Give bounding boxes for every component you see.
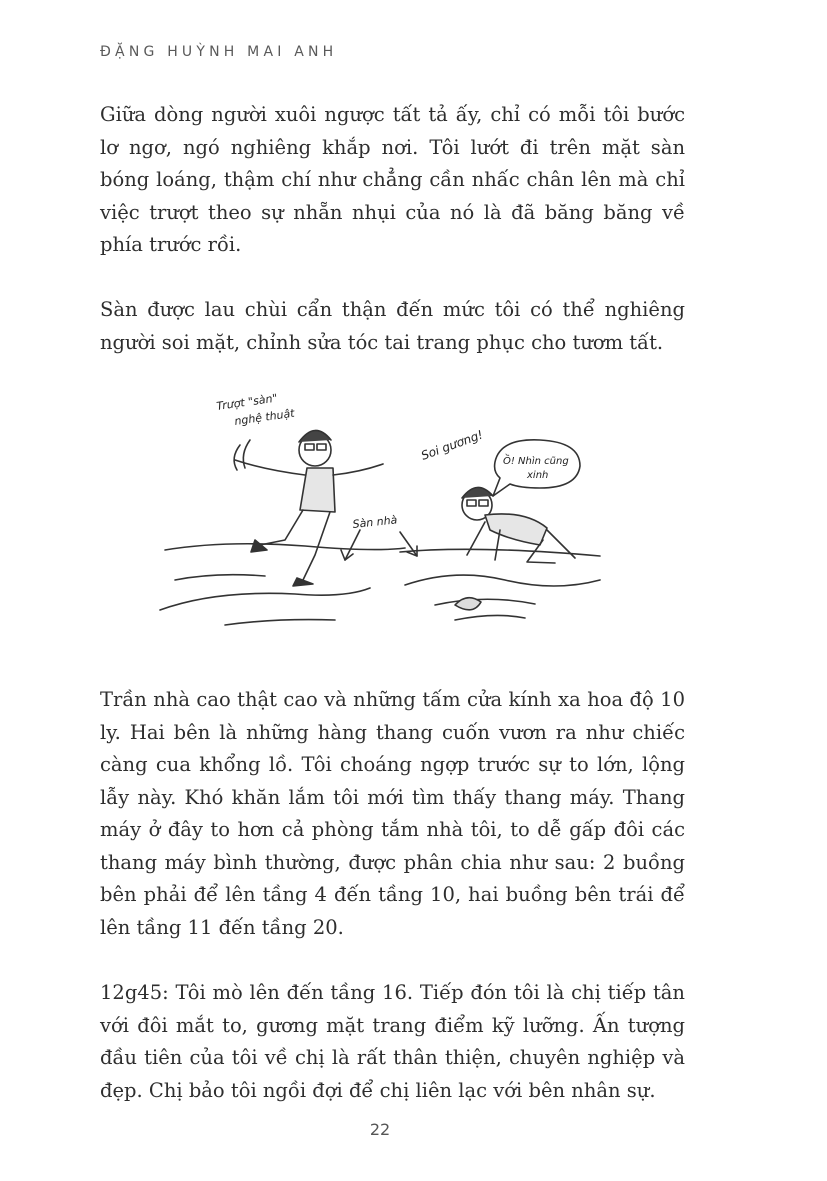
- floor-line-left: [165, 544, 405, 550]
- paragraph-3: Trần nhà cao thật cao và những tấm cửa kính xa hoa độ 10 ly. Hai bên là những hàng thang cuốn vươn ra như chiếc càng cua khổng lồ. Tôi choáng ngợp trước sự to lớn, lộng lẫy này. Khó khăn lắm tôi mới tìm thấy thang máy. Thang máy ở đây to hơn cả phòng tắm nhà tôi, to dễ gấp đôi các thang máy bình thường, được phân chia như sau: 2 buồng bên phải để lên tầng 4 đến tầng 10, hai buồng bên trái để lên tầng 11 đến tầng 20.: [100, 688, 685, 939]
- page-number: 22: [369, 1120, 391, 1139]
- paragraph-2: Sàn được lau chùi cẩn thận đến mức tôi có thể nghiêng người soi mặt, chỉnh sửa tóc tai trang phục cho tươm tất.: [100, 298, 685, 354]
- label-skate-1: Trượt "sàn": [215, 391, 279, 413]
- label-bubble-2: xinh: [527, 470, 549, 481]
- cartoon-illustration: [155, 380, 615, 650]
- skater-figure: [235, 430, 383, 586]
- running-head: ĐẶNG HUỲNH MAI ANH: [100, 44, 338, 60]
- kneeling-figure: [462, 487, 575, 563]
- paragraph-1: Giữa dòng người xuôi ngược tất tả ấy, chỉ có mỗi tôi bước lơ ngơ, ngó nghiêng khắp nơi. Tôi lướt đi trên mặt sàn bóng loáng, thậm chí như chẳng cần nhấc chân lên mà chỉ việc trượt theo sự nhẵn nhụi của nó là đã băng băng về phía trước rồi.: [100, 103, 685, 256]
- label-floor: Sàn nhà: [351, 513, 398, 531]
- label-skate-2: nghệ thuật: [233, 406, 296, 428]
- label-bubble-1: Ồ! Nhìn cũng: [503, 456, 569, 467]
- label-mirror: Soi gương!: [419, 427, 485, 463]
- speech-bubble: [493, 440, 580, 496]
- paragraph-4: 12g45: Tôi mò lên đến tầng 16. Tiếp đón tôi là chị tiếp tân với đôi mắt to, gương mặt trang điểm kỹ lưỡng. Ấn tượng đầu tiên của tôi về chị là rất thân thiện, chuyên nghiệp và đẹp. Chị bảo tôi ngồi đợi để chị liên lạc với bên nhân sự.: [100, 981, 685, 1102]
